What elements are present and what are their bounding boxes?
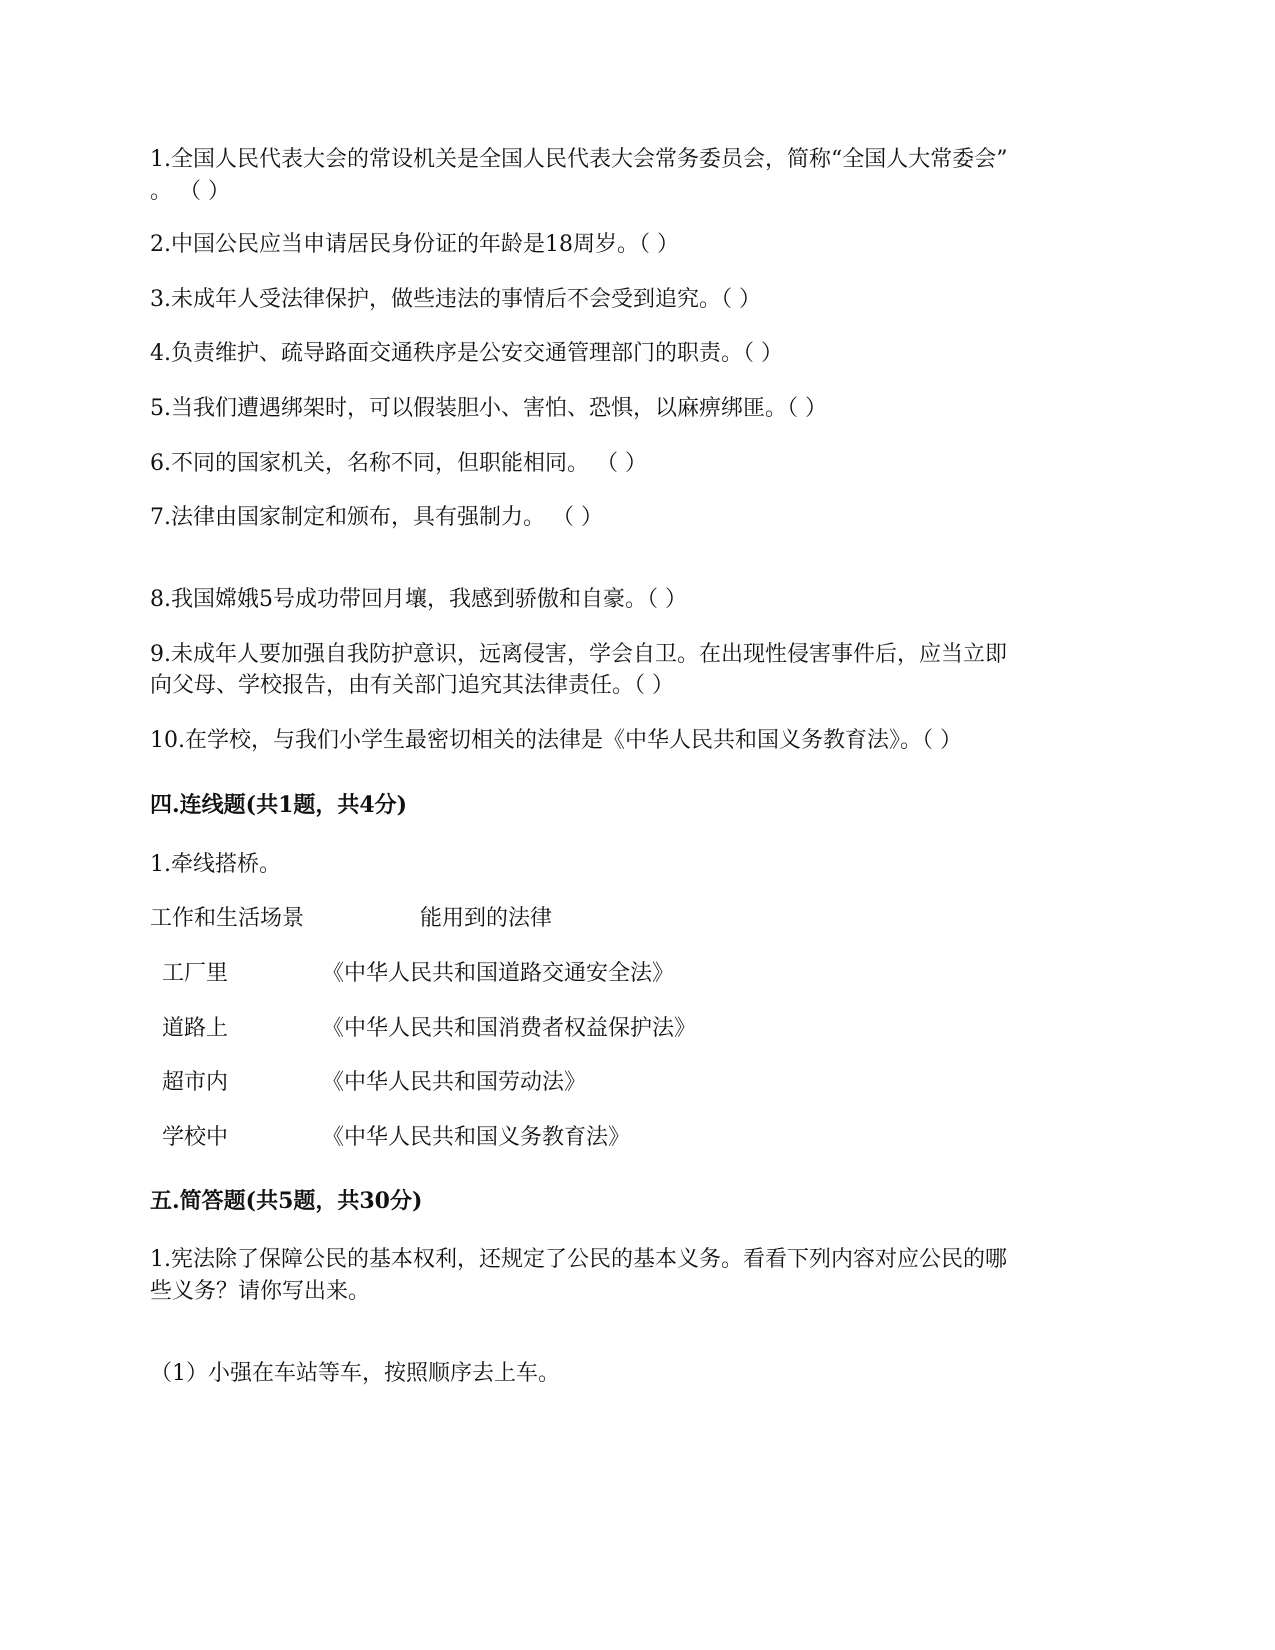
- judgement-item-8: 8.我国嫦娥5号成功带回月壤，我感到骄傲和自豪。（ ）: [150, 587, 687, 612]
- matching-scene: 工厂里: [162, 961, 229, 986]
- judgement-item-10: 10.在学校，与我们小学生最密切相关的法律是《中华人民共和国义务教育法》。（ ）: [150, 728, 962, 753]
- short-answer-q1-line2: 些义务？请你写出来。: [150, 1279, 371, 1304]
- judgement-item-5: 5.当我们遭遇绑架时，可以假装胆小、害怕、恐惧，以麻痹绑匪。（ ）: [150, 396, 827, 421]
- matching-header-right: 能用到的法律: [420, 906, 553, 931]
- section-5-title: 五.简答题(共5题，共30分): [150, 1188, 423, 1214]
- section-4-title: 四.连线题(共1题，共4分): [150, 792, 408, 818]
- matching-law: 《中华人民共和国义务教育法》: [322, 1125, 631, 1150]
- judgement-item-6: 6.不同的国家机关，名称不同，但职能相同。 （ ）: [150, 451, 647, 476]
- matching-law: 《中华人民共和国消费者权益保护法》: [322, 1016, 697, 1041]
- matching-row: [162, 958, 674, 990]
- judgement-item-9-line1: 9.未成年人要加强自我防护意识，远离侵害，学会自卫。在出现性侵害事件后，应当立即: [150, 642, 1007, 667]
- matching-scene: 超市内: [162, 1070, 229, 1095]
- matching-question: 1.牵线搭桥。: [150, 852, 281, 877]
- matching-row: [162, 1067, 586, 1099]
- matching-row: [162, 1122, 630, 1154]
- judgement-item-2: 2.中国公民应当申请居民身份证的年龄是18周岁。（ ）: [150, 232, 679, 257]
- judgement-item-1-line2: 。 （ ）: [150, 179, 230, 204]
- judgement-item-3: 3.未成年人受法律保护，做些违法的事情后不会受到追究。（ ）: [150, 287, 761, 312]
- judgement-item-1-line1: 1.全国人民代表大会的常设机关是全国人民代表大会常务委员会，简称“全国人大常委会”: [150, 147, 1008, 172]
- short-answer-q1-line1: 1.宪法除了保障公民的基本权利，还规定了公民的基本义务。看看下列内容对应公民的哪: [150, 1247, 1007, 1272]
- matching-law: 《中华人民共和国道路交通安全法》: [322, 961, 675, 986]
- matching-scene: 学校中: [162, 1125, 229, 1150]
- short-answer-q1-sub1: （1）小强在车站等车，按照顺序去上车。: [150, 1361, 560, 1386]
- matching-scene: 道路上: [162, 1016, 229, 1041]
- matching-row: [162, 1013, 696, 1045]
- judgement-item-9-line2: 向父母、学校报告，由有关部门追究其法律责任。（ ）: [150, 673, 674, 698]
- matching-law: 《中华人民共和国劳动法》: [322, 1070, 587, 1095]
- judgement-item-7: 7.法律由国家制定和颁布，具有强制力。 （ ）: [150, 505, 603, 530]
- matching-header: [150, 903, 552, 935]
- matching-header-left: 工作和生活场景: [150, 906, 305, 931]
- judgement-item-4: 4.负责维护、疏导路面交通秩序是公安交通管理部门的职责。（ ）: [150, 341, 783, 366]
